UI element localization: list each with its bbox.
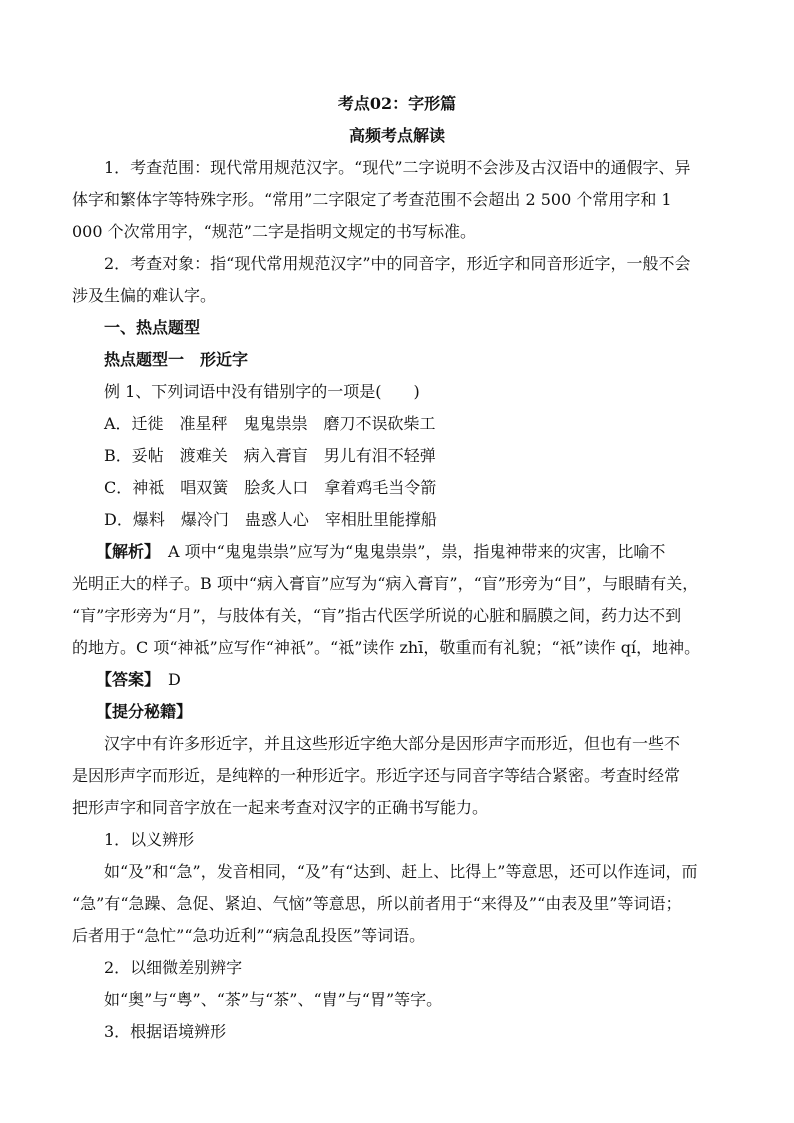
- method1-title: 1．以义辨形: [104, 830, 195, 849]
- tips-line: 汉字中有许多形近字，并且这些形近字绝大部分是因形声字而形近，但也有一些不: [104, 734, 681, 753]
- method1-line: 如“及”和“急”，发音相同，“及”有“达到、赶上、比得上”等意思，还可以作连词，而: [104, 862, 698, 881]
- para1-line: 000 个次常用字，“规范”二字是指明文规定的书写标准。: [72, 222, 476, 241]
- tips-label: 【提分秘籍】: [96, 702, 193, 721]
- analysis-line: 的地方。C 项“神祗”应写作“神祇”。“祗”读作 zhī，敬重而有礼貌；“祇”读作 qí，地神。: [72, 638, 701, 657]
- para2-line: 涉及生偏的难认字。: [72, 286, 217, 305]
- para2-line: 2．考查对象：指“现代常用规范汉字”中的同音字，形近字和同音形近字，一般不会: [104, 254, 691, 273]
- tips-line: 把形声字和同音字放在一起来考查对汉字的正确书写能力。: [72, 798, 489, 817]
- page-title: 考点02：字形篇: [337, 94, 457, 113]
- page-subtitle: 高频考点解读: [348, 126, 445, 145]
- analysis-text: A 项中“鬼鬼祟祟”应写为“鬼鬼祟祟”，祟，指鬼神带来的灾害，比喻不: [152, 542, 666, 561]
- option-d: D．爆料 爆冷门 蛊惑人心 宰相肚里能撑船: [104, 510, 437, 529]
- method1-line: 后者用于“急忙”“急功近利”“病急乱投医”等词语。: [72, 926, 426, 945]
- question-stem: 例 1、下列词语中没有错别字的一项是( ): [104, 382, 420, 401]
- option-c: C．神祗 唱双簧 脍炙人口 拿着鸡毛当令箭: [104, 478, 437, 497]
- method2-text: 如“奥”与“粤”、“茶”与“茶”、“胄”与“胃”等字。: [104, 990, 443, 1009]
- method1-line: “急”有“急躁、急促、紧迫、气恼”等意思，所以前者用于“来得及”“由表及里”等词语；: [72, 894, 682, 913]
- option-b: B．妥帖 渡难关 病入膏盲 男儿有泪不轻弹: [104, 446, 436, 465]
- analysis-line: 光明正大的样子。B 项中“病入膏盲”应写为“病入膏肓”，“盲”形旁为“目”，与眼睛有关，: [72, 574, 699, 593]
- para1-line: 1．考查范围：现代常用规范汉字。“现代”二字说明不会涉及古汉语中的通假字、异: [104, 158, 691, 177]
- subsection-heading: 热点题型一 形近字: [104, 350, 249, 369]
- analysis-line: “肓”字形旁为“月”，与肢体有关，“肓”指古代医学所说的心脏和膈膜之间，药力达不到: [72, 606, 682, 625]
- tips-line: 是因形声字而形近，是纯粹的一种形近字。形近字还与同音字等结合紧密。考查时经常: [72, 766, 681, 785]
- option-a: A．迁徙 准星秤 鬼鬼祟祟 磨刀不误砍柴工: [104, 414, 436, 433]
- analysis-label: 【解析】: [96, 542, 153, 561]
- answer-text: D: [152, 670, 181, 689]
- para1-line: 体字和繁体字等特殊字形。“常用”二字限定了考查范围不会超出 2 500 个常用字和 1: [72, 190, 672, 209]
- method2-title: 2．以细微差别辨字: [104, 958, 243, 977]
- analysis-first-line: [96, 542, 665, 562]
- answer-line: [96, 670, 181, 690]
- method3-title: 3．根据语境辨形: [104, 1022, 227, 1041]
- section-heading: 一、热点题型: [104, 318, 201, 337]
- answer-label: 【答案】: [96, 670, 153, 689]
